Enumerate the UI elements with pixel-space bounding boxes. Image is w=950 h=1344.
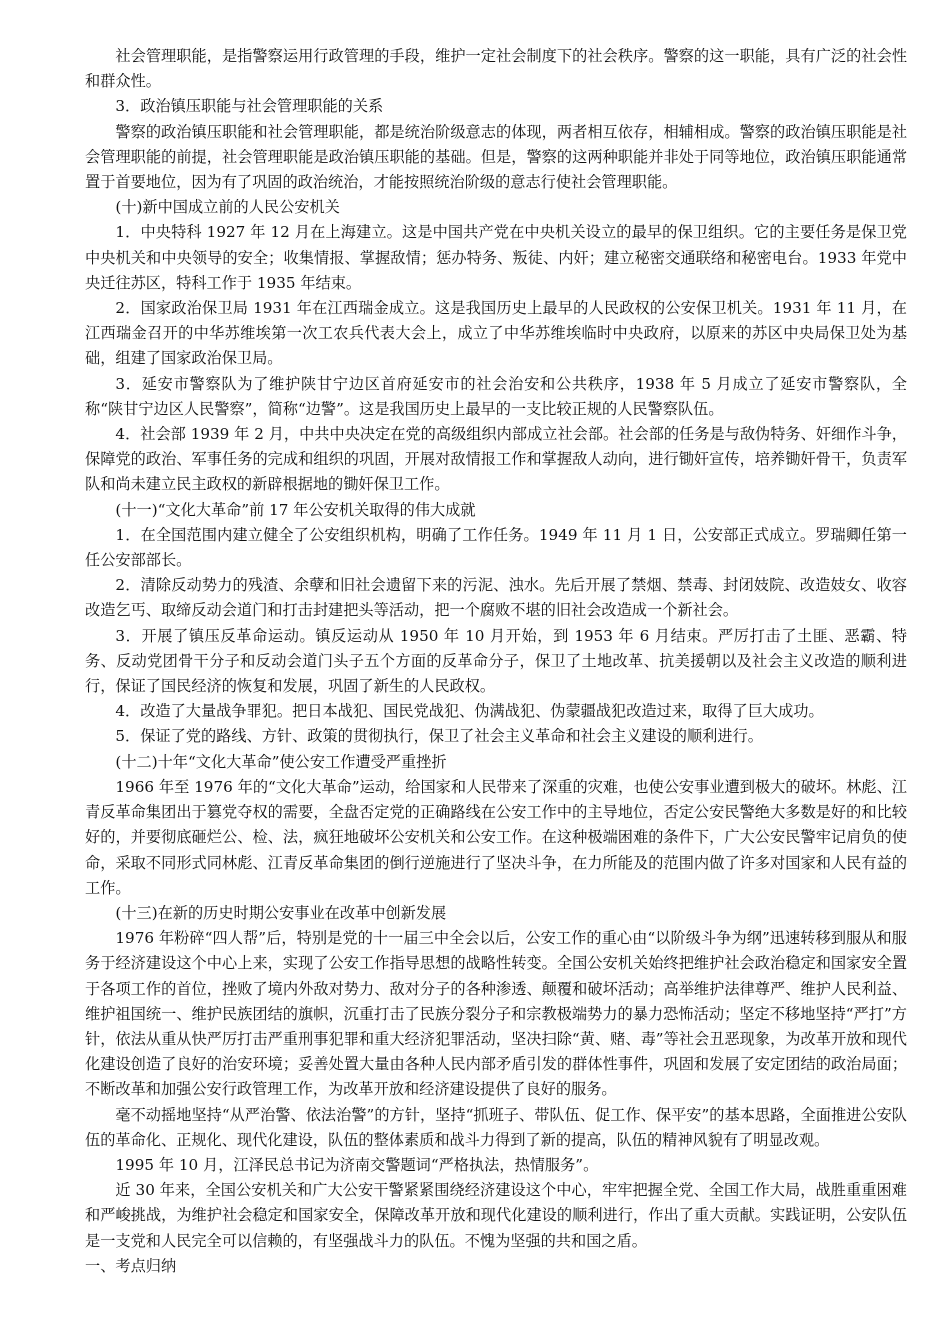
paragraph-achievement-3: 3．开展了镇压反革命运动。镇反运动从 1950 年 10 月开始，到 1953 年 6 月结束。严厉打击了土匪、恶霸、特务、反动党团骨干分子和反动会道门头子五个方面的反革命分子，保卫了土地改革、抗美援朝以及社会主义改造的顺利进行，保证了国民经济的恢复和发展，巩固了新生的人民政权。 — [85, 626, 907, 696]
heading-section-13: (十三)在新的历史时期公安事业在改革中创新发展 — [115, 903, 447, 922]
paragraph-yanan-police: 3．延安市警察队为了维护陕甘宁边区首府延安市的社会治安和公共秩序，1938 年 5 月成立了延安市警察队，全称“陕甘宁边区人民警察”，简称“边警”。这是我国历史上最早的一支比较正规的人民警察队伍。 — [85, 374, 907, 418]
paragraph-achievement-5: 5．保证了党的路线、方针、政策的贯彻执行，保卫了社会主义革命和社会主义建设的顺利进行。 — [115, 727, 763, 746]
paragraph-achievement-4: 4．改造了大量战争罪犯。把日本战犯、国民党战犯、伪满战犯、伪蒙疆战犯改造过来，取得了巨大成功。 — [115, 702, 824, 721]
paragraph-state-political-security: 2．国家政治保卫局 1931 年在江西瑞金成立。这是我国历史上最早的人民政权的公安保卫机关。1931 年 11 月，在江西瑞金召开的中华苏维埃第一次工农兵代表大会上，成立了中华苏维埃临时中央政府，以原来的苏区中央局保卫处为基础，组建了国家政治保卫局。 — [85, 299, 907, 368]
paragraph-central-special-branch: 1．中央特科 1927 年 12 月在上海建立。这是中国共产党在中央机关设立的最早的保卫组织。它的主要任务是保卫党中央机关和中央领导的安全；收集情报、掌握敌情；惩办特务、叛徒、内奸；建立秘密交通联络和秘密电台。1933 年党中央迁往苏区，特科工作于 1935 年结束。 — [85, 223, 907, 292]
paragraph-thirty-years: 近 30 年来，全国公安机关和广大公安干警紧紧围绕经济建设这个中心，牢牢把握全党、全国工作大局，战胜重重困难和严峻挑战，为维护社会稳定和国家安全，保障改革开放和现代化建设的顺利进行，作出了重大贡献。实践证明，公安队伍是一支党和人民完全可以信赖的，有坚强战斗力的队伍。不愧为坚强的共和国之盾。 — [85, 1181, 907, 1250]
paragraph-inscription: 1995 年 10 月，江泽民总书记为济南交警题词“严格执法，热情服务”。 — [115, 1155, 599, 1174]
paragraph-social-management: 社会管理职能，是指警察运用行政管理的手段，维护一定社会制度下的社会秩序。警察的这一职能，具有广泛的社会性和群众性。 — [85, 47, 907, 91]
paragraph-team-building: 毫不动摇地坚持“从严治警、依法治警”的方针，坚持“抓班子、带队伍、促工作、保平安”的基本思路，全面推进公安队伍的革命化、正规化、现代化建设，队伍的整体素质和战斗力得到了新的提高，队伍的精神风貌有了明显改观。 — [85, 1105, 907, 1149]
paragraph-social-department: 4．社会部 1939 年 2 月，中共中央决定在党的高级组织内部成立社会部。社会部的任务是与敌伪特务、奸细作斗争，保障党的政治、军事任务的完成和组织的巩固，开展对敌情报工作和掌握敌人动向，进行锄奸宣传，培养锄奸骨干，负责军队和尚未建立民主政权的新辟根据地的锄奸保卫工作。 — [85, 425, 907, 494]
heading-section-11: (十一)“文化大革命”前 17 年公安机关取得的伟大成就 — [115, 500, 476, 519]
paragraph-achievement-1: 1．在全国范围内建立健全了公安组织机构，明确了工作任务。1949 年 11 月 1 日，公安部正式成立。罗瑞卿任第一任公安部部长。 — [85, 525, 907, 570]
paragraph-reform-era: 1976 年粉碎“四人帮”后，特别是党的十一届三中全会以后，公安工作的重心由“以阶级斗争为纲”迅速转移到服从和服务于经济建设这个中心上来，实现了公安工作指导思想的战略性转变。全国公安机关始终把维护社会政治稳定和国家安全置于各项工作的首位，挫败了境内外敌对势力、敌对分子的各种渗透、颠覆和破坏活动；高举维护法律尊严、维护人民利益、维护祖国统一、维护民族团结的旗帜，沉重打击了民族分裂分子和宗教极端势力的暴力恐怖活动；坚定不移地坚持“严打”方针，依法从重从快严厉打击严重刑事犯罪和重大经济犯罪活动，坚决扫除“黄、赌、毒”等社会丑恶现象，为改革开放和现代化建设创造了良好的治安环境；妥善处置大量由各种人民内部矛盾引发的群体性事件，巩固和发展了安定团结的政治局面；不断改革和加强公安行政管理工作，为改革开放和经济建设提供了良好的服务。 — [85, 929, 907, 1099]
heading-section-12: (十二)十年“文化大革命”使公安工作遭受严重挫折 — [115, 752, 447, 771]
paragraph-achievement-2: 2．清除反动势力的残渣、余孽和旧社会遗留下来的污泥、浊水。先后开展了禁烟、禁毒、封闭妓院、改造妓女、收容改造乞丐、取缔反动会道门和打击封建把头等活动，把一个腐败不堪的旧社会改造成一个新社会。 — [85, 576, 907, 620]
paragraph-relationship: 警察的政治镇压职能和社会管理职能，都是统治阶级意志的体现，两者相互依存，相辅相成。警察的政治镇压职能是社会管理职能的前提，社会管理职能是政治镇压职能的基础。但是，警察的这两种职能并非处于同等地位，政治镇压职能通常置于首要地位，因为有了巩固的政治统治，才能按照统治阶级的意志行使社会管理职能。 — [85, 122, 907, 192]
heading-exam-points: 一、考点归纳 — [85, 1256, 177, 1275]
paragraph-cultural-revolution: 1966 年至 1976 年的“文化大革命”运动，给国家和人民带来了深重的灾难，也使公安事业遭到极大的破坏。林彪、江青反革命集团出于篡党夺权的需要，全盘否定党的正确路线在公安工作中的主导地位，否定公安民警绝大多数是好的和比较好的，并要彻底砸烂公、检、法，疯狂地破坏公安机关和公安工作。在这种极端困难的条件下，广大公安民警牢记肩负的使命，采取不同形式同林彪、江青反革命集团的倒行逆施进行了坚决斗争，在力所能及的范围内做了许多对国家和人民有益的工作。 — [85, 777, 907, 897]
heading-relationship: 3．政治镇压职能与社会管理职能的关系 — [115, 97, 384, 116]
heading-section-10: (十)新中国成立前的人民公安机关 — [115, 198, 340, 217]
document-page — [85, 44, 907, 1279]
